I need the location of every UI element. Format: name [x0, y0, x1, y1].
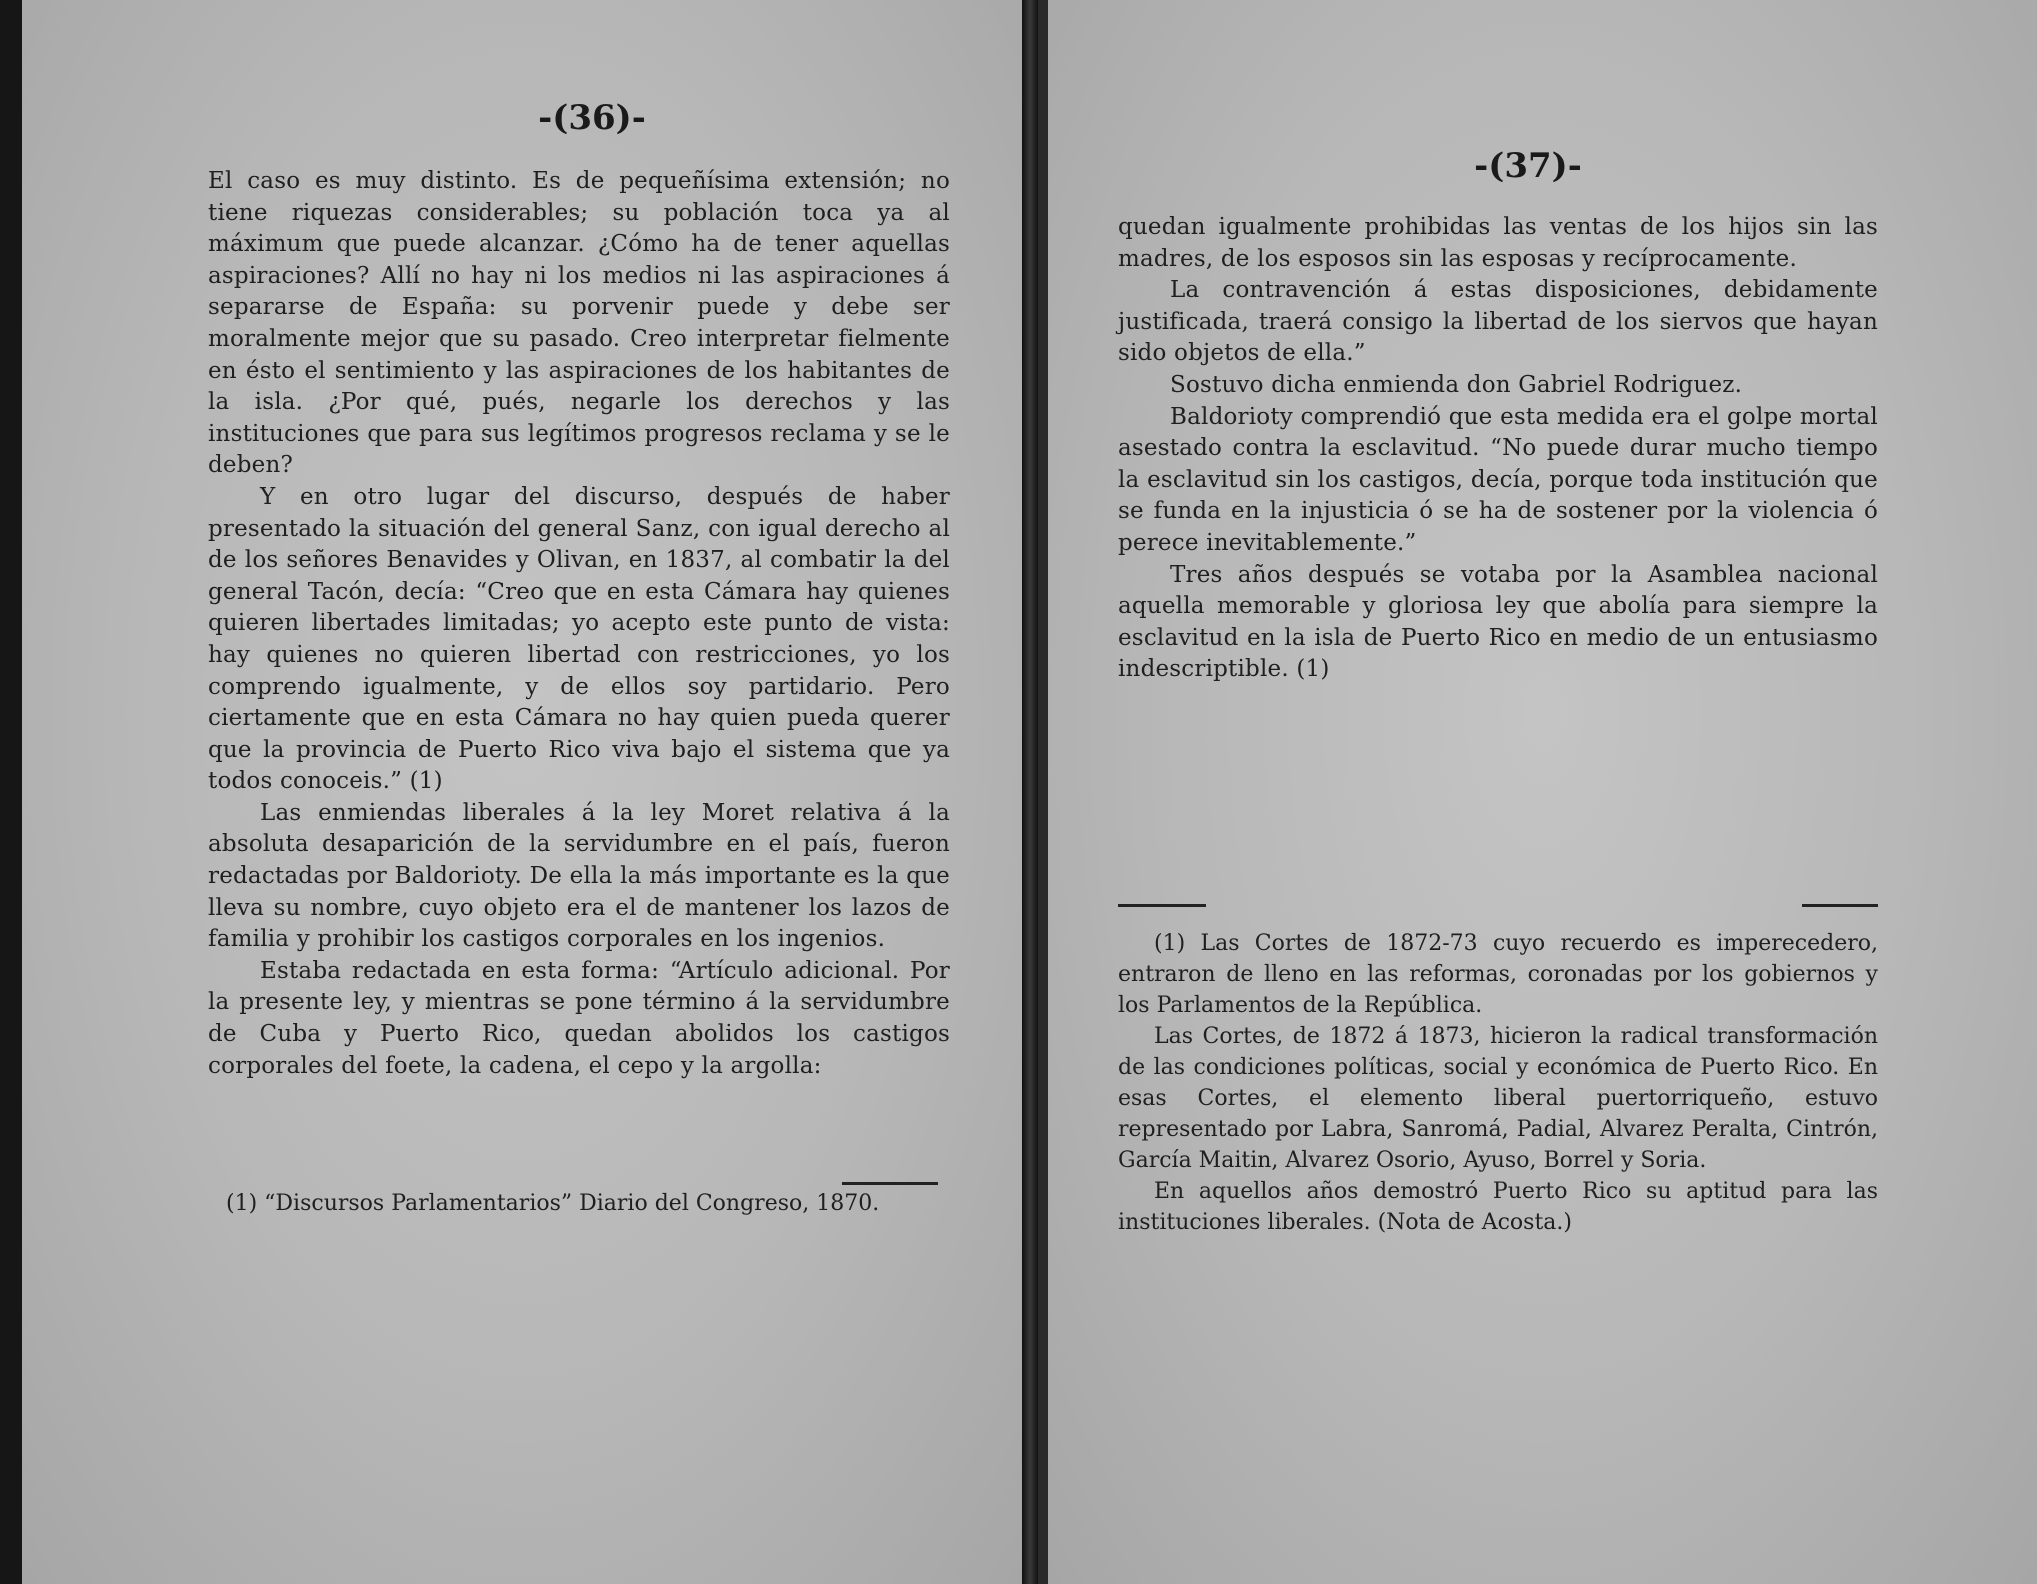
left-footnote — [190, 1188, 942, 1219]
paragraph: El caso es muy distinto. Es de pequeñísima extensión; no tiene riquezas considerables; su población toca ya al máximum que puede alcanzar. ¿Cómo ha de tener aquellas aspiraciones? Allí no hay ni los medios ni las aspiraciones á separarse de España: su porvenir puede y debe ser moralmente mejor que su pasado. Creo interpretar fielmente en ésto el sentimiento y las aspiraciones de los habitantes de la isla. ¿Por qué, pués, negarle los derechos y las instituciones que para sus legítimos progresos reclama y se le deben? — [208, 168, 950, 479]
paragraph: La contravención á estas disposiciones, debidamente justificada, traerá consigo la libertad de los siervos que hayan sido objetos de ella.” — [1118, 277, 1878, 367]
footnote-text: (1) “Discursos Parlamentarios” Diario del Congreso, 1870. — [226, 1191, 880, 1216]
footnote-text: Las Cortes, de 1872 á 1873, hicieron la radical transformación de las condiciones políticas, social y económica de Puerto Rico. En esas Cortes, el elemento liberal puertorriqueño, estuvo representado por Labra, Sanromá, Padial, Alvarez Peralta, Cintrón, García Maitin, Alvarez Osorio, Ayuso, Borrel y Soria. — [1118, 1024, 1878, 1173]
paragraph: Y en otro lugar del discurso, después de haber presentado la situación del general Sanz, con igual derecho al de los señores Benavides y Olivan, en 1837, al combatir la del general Tacón, decía: “Creo que en esta Cámara hay quienes quieren libertades limitadas; yo acepto este punto de vista: hay quienes no quieren libertad con restricciones, yo los comprendo igualmente, y de ellos soy partidario. Pero ciertamente que en esta Cámara no hay quien pueda querer que la provincia de Puerto Rico viva bajo el sistema que ya todos conoceis.” (1) — [208, 483, 950, 795]
page-number-left: -(36)- — [538, 98, 646, 138]
footnote-text: (1) Las Cortes de 1872-73 cuyo recuerdo es imperecedero, entraron de lleno en las reformas, coronadas por los gobiernos y los Parlamentos de la República. — [1118, 931, 1878, 1018]
paragraph: Tres años después se votaba por la Asamblea nacional aquella memorable y gloriosa ley que abolía para siempre la esclavitud en la isla de Puerto Rico en medio de un entusiasmo indescriptible. (1) — [1118, 561, 1878, 683]
page-number-right: -(37)- — [1474, 146, 1582, 186]
left-body-text — [208, 166, 950, 1082]
footnote-text: En aquellos años demostró Puerto Rico su aptitud para las instituciones liberales. (Nota de Acosta.) — [1118, 1179, 1878, 1235]
paragraph: Baldorioty comprendió que esta medida era el golpe mortal asestado contra la esclavitud. “No puede durar mucho tiempo la esclavitud sin los castigos, decía, porque toda institución que se funda en la injusticia ó se ha de sostener por la violencia ó perece inevitablemente.” — [1118, 403, 1878, 556]
paragraph: quedan igualmente prohibidas las ventas de los hijos sin las madres, de los esposos sin las esposas y recíprocamente. — [1118, 214, 1878, 272]
footnote-rule — [842, 1182, 938, 1185]
footnote-rule-left — [1118, 904, 1206, 907]
right-page — [1038, 0, 2037, 1584]
right-footnotes — [1118, 928, 1878, 1238]
right-body-text — [1118, 212, 1878, 686]
book-gutter — [1022, 0, 1038, 1584]
paragraph: Sostuvo dicha enmienda don Gabriel Rodriguez. — [1170, 371, 1743, 398]
paragraph: Estaba redactada en esta forma: “Artículo adicional. Por la presente ley, y mientras se pone término á la servidumbre de Cuba y Puerto Rico, quedan abolidos los castigos corporales del foete, la cadena, el cepo y la argolla: — [208, 957, 950, 1079]
footnote-rule-right — [1802, 904, 1878, 907]
paragraph: Las enmiendas liberales á la ley Moret relativa á la absoluta desaparición de la servidumbre en el país, fueron redactadas por Baldorioty. De ella la más importante es la que lleva su nombre, cuyo objeto era el de mantener los lazos de familia y prohibir los castigos corporales en los ingenios. — [208, 799, 950, 953]
